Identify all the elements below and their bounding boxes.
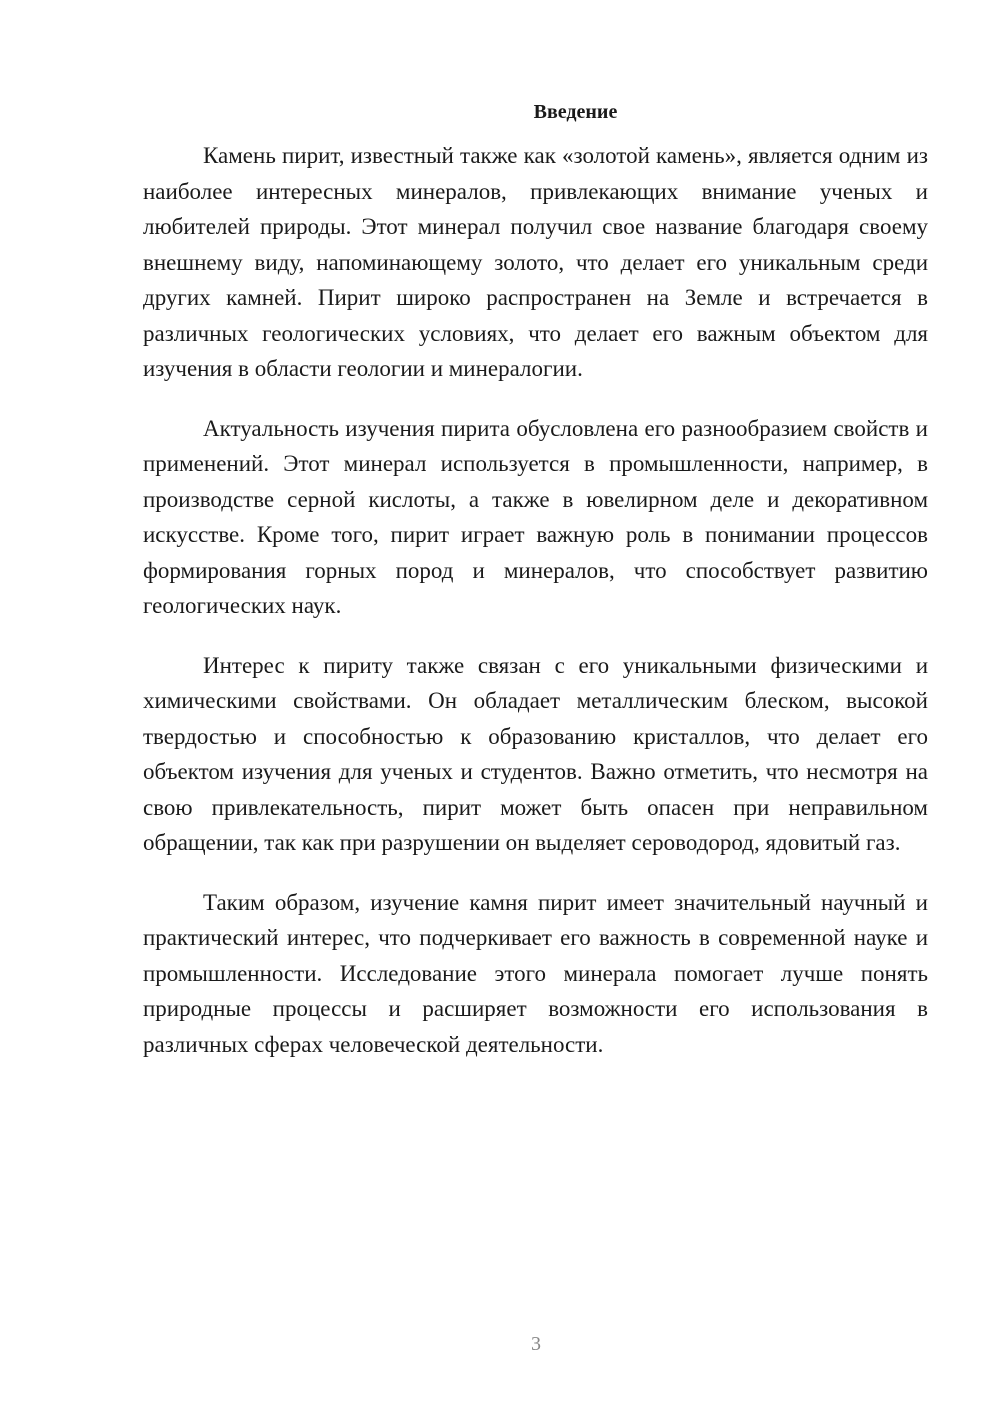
paragraph-4: Таким образом, изучение камня пирит имеет значительный научный и практический интерес, что подчеркивает его важность в современной науке и промышленности. Исследование этого минерала помогает лучше понять природные процессы и расширяет возможности его использования в различных сферах человеческой деятельности.	[143, 889, 928, 1057]
section-title: Введение	[533, 101, 618, 123]
paragraph-3: Интерес к пириту также связан с его уникальными физическими и химическими свойствами. Он обладает металлическим блеском, высокой твердостью и способностью к образованию кристаллов, что делает его объектом изучения для ученых и студентов. Важно отметить, что несмотря на свою привлекательность, пирит может быть опасен при неправильном обращении, так как при разрушении он выделяет сероводород, ядовитый газ.	[143, 652, 928, 855]
paragraph-1: Камень пирит, известный также как «золотой камень», является одним из наиболее интересных минералов, привлекающих внимание ученых и любителей природы. Этот минерал получил свое название благодаря своему внешнему виду, напоминающему золото, что делает его уникальным среди других камней. Пирит широко распространен на Земле и встречается в различных геологических условиях, что делает его важным объектом для изучения в области геологии и минералогии.	[143, 143, 928, 381]
paragraph-2: Актуальность изучения пирита обусловлена его разнообразием свойств и применений. Этот минерал используется в промышленности, например, в производстве серной кислоты, а также в ювелирном деле и декоративном искусстве. Кроме того, пирит играет важную роль в понимании процессов формирования горных пород и минералов, что способствует развитию геологических наук.	[143, 415, 928, 618]
document-body	[143, 98, 928, 1086]
page-number: 3	[531, 1333, 541, 1355]
